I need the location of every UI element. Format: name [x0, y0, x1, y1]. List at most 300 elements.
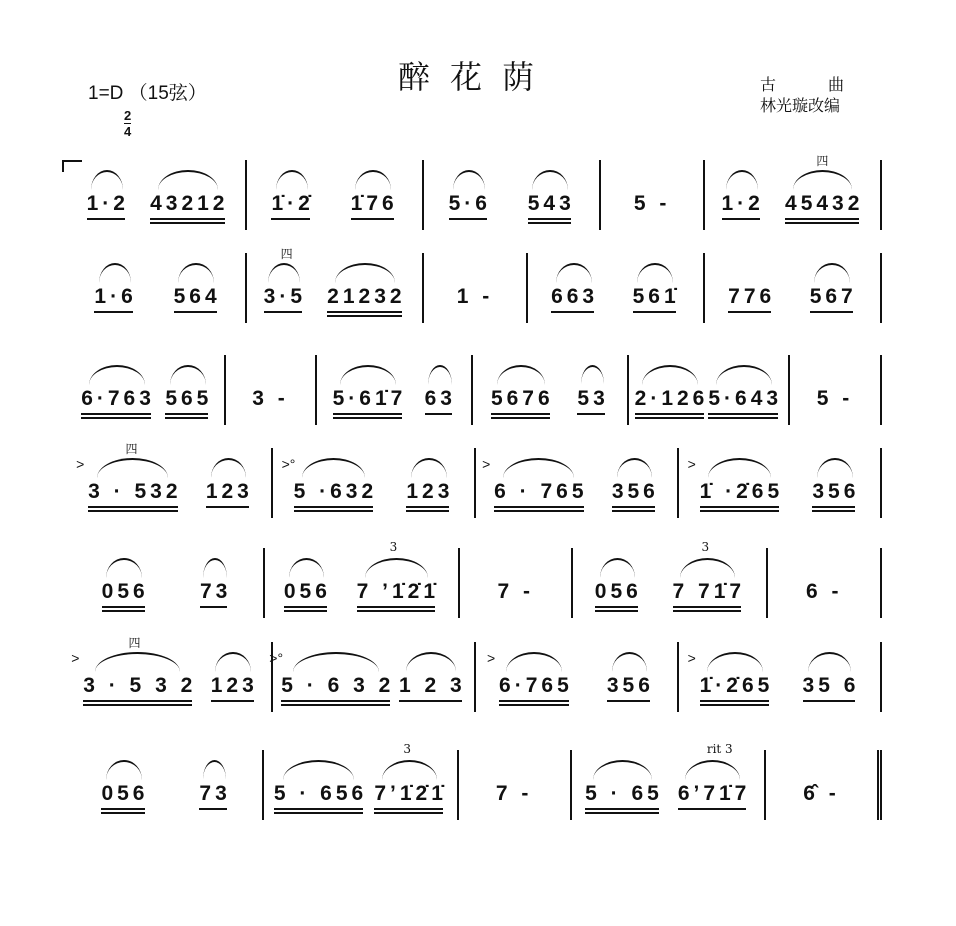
notes: 35 6	[802, 674, 860, 697]
notes: 123	[205, 480, 253, 503]
slur	[203, 760, 227, 780]
slur	[817, 458, 853, 478]
slur	[203, 558, 227, 578]
underline-double	[708, 417, 778, 419]
underline	[94, 311, 132, 313]
measure	[705, 154, 882, 230]
slur	[637, 263, 673, 283]
note-group	[327, 285, 405, 323]
note-group	[281, 456, 378, 518]
note-group	[728, 285, 775, 323]
slur	[612, 652, 648, 672]
underline-double	[281, 704, 390, 706]
slur	[497, 365, 545, 385]
underline	[264, 311, 302, 313]
accent-mark: >	[687, 456, 696, 472]
notes: 056	[594, 580, 642, 603]
note-group	[252, 387, 289, 425]
slur	[506, 652, 562, 672]
measure	[679, 642, 882, 712]
slur	[428, 365, 452, 385]
measure	[473, 355, 629, 425]
slur	[276, 170, 308, 190]
underline	[281, 700, 390, 702]
slur	[716, 365, 772, 385]
note-group	[333, 387, 407, 425]
slur	[283, 760, 354, 780]
underline	[83, 700, 192, 702]
slur	[411, 458, 447, 478]
underline	[102, 606, 145, 608]
notes: 7 -	[495, 782, 533, 805]
underline	[271, 218, 309, 220]
underline	[351, 218, 394, 220]
slur	[335, 263, 395, 283]
underline	[678, 808, 747, 810]
technique-mark: 四	[128, 636, 141, 650]
underline	[708, 413, 778, 415]
slur	[178, 263, 214, 283]
note-group	[551, 285, 598, 323]
underline	[174, 311, 217, 313]
underline-double	[595, 610, 638, 612]
underline-double	[612, 510, 655, 512]
score-line	[70, 247, 882, 323]
measure	[265, 540, 460, 618]
notes: 1̇·2̇65	[699, 674, 774, 697]
slur	[556, 263, 592, 283]
underline-double	[812, 510, 855, 512]
underline	[810, 311, 853, 313]
measure	[317, 355, 473, 425]
slur	[158, 170, 218, 190]
notes: 1̇ ·2̇65	[699, 480, 784, 503]
measure	[768, 548, 882, 618]
notes: 5 ·632	[293, 480, 378, 503]
notes: 123	[406, 480, 454, 503]
slur	[365, 558, 428, 578]
measure	[247, 247, 424, 323]
time-signature	[124, 108, 131, 139]
score-line	[70, 442, 882, 518]
underline-double	[165, 417, 208, 419]
note-group	[76, 442, 182, 518]
note-group	[812, 480, 859, 518]
underline	[374, 808, 443, 810]
underline	[785, 218, 859, 220]
notes: 53	[577, 387, 609, 410]
notes: 356	[812, 480, 860, 503]
notes: 5 · 65	[585, 782, 663, 805]
note-group	[672, 540, 746, 618]
notes: 7 ’1̇2̇1̇	[356, 580, 440, 603]
notes: 7’1̇2̇1̇	[374, 782, 447, 805]
notes: 5 -	[816, 387, 854, 410]
slur	[642, 365, 698, 385]
accent-mark: >	[76, 456, 85, 472]
notes: 564	[173, 285, 221, 308]
notes: 5676	[490, 387, 554, 410]
note-group	[810, 285, 857, 323]
note-group	[708, 387, 782, 425]
underline	[211, 700, 254, 702]
note-group	[81, 387, 155, 425]
technique-mark: 3	[403, 742, 411, 756]
underline-double	[585, 812, 659, 814]
score-title: 醉花荫	[398, 58, 555, 96]
underline	[491, 413, 550, 415]
underline	[528, 218, 571, 220]
key-signature: 1=D （15弦）	[88, 83, 207, 104]
underline	[399, 700, 462, 702]
underline	[150, 218, 224, 220]
note-group	[102, 580, 149, 618]
notes: 45432	[785, 192, 864, 215]
notes: 63	[424, 387, 456, 410]
note-group	[94, 285, 136, 323]
score-line	[70, 636, 882, 712]
notes: 6·763	[81, 387, 155, 410]
underline-double	[101, 812, 144, 814]
note-group	[482, 456, 588, 518]
notes: 1·2	[721, 192, 764, 215]
underline-double	[406, 510, 449, 512]
note-group	[211, 674, 258, 712]
note-group	[595, 580, 642, 618]
underline-double	[81, 417, 151, 419]
notes: 73	[199, 580, 232, 603]
underline-double	[494, 510, 583, 512]
slur	[453, 170, 485, 190]
notes: 5·61̇7	[332, 387, 407, 410]
measure	[70, 442, 273, 518]
measure	[264, 742, 458, 820]
underline	[499, 700, 569, 702]
notes: 5 · 6 3 2	[281, 674, 395, 697]
slur	[355, 170, 391, 190]
underline	[206, 506, 249, 508]
slur	[532, 170, 568, 190]
technique-mark: 3	[701, 540, 710, 554]
note-group	[817, 387, 854, 425]
measure	[70, 636, 273, 712]
underline	[87, 218, 125, 220]
underline	[88, 506, 177, 508]
underline-double	[88, 510, 177, 512]
note-group	[491, 387, 554, 425]
underline	[612, 506, 655, 508]
slur	[97, 458, 168, 478]
slur	[406, 652, 457, 672]
slur	[289, 558, 325, 578]
notes: 1·2	[86, 192, 129, 215]
note-group	[271, 192, 313, 230]
underline-double	[673, 610, 742, 612]
notes: 21232	[327, 285, 406, 308]
note-group	[269, 650, 395, 712]
note-group	[263, 247, 307, 323]
underline	[199, 808, 226, 810]
notes: 7 71̇7	[672, 580, 746, 603]
note-group	[528, 192, 575, 230]
slur	[91, 170, 123, 190]
underline	[803, 700, 856, 702]
measure	[705, 253, 882, 323]
underline	[722, 218, 760, 220]
note-group	[406, 480, 453, 518]
underline-double	[357, 610, 435, 612]
notes: 3 · 5 3 2	[83, 674, 197, 697]
underline	[728, 311, 771, 313]
slur	[593, 760, 652, 780]
measure	[70, 355, 226, 425]
underline-double	[294, 510, 374, 512]
note-group	[585, 782, 663, 820]
note-group	[200, 580, 231, 618]
underline-double	[274, 812, 363, 814]
note-group	[351, 192, 398, 230]
slur	[685, 760, 740, 780]
note-group	[165, 387, 212, 425]
slur	[99, 263, 131, 283]
note-group	[496, 782, 533, 820]
note-group	[687, 456, 784, 518]
underline-double	[150, 222, 224, 224]
note-group	[457, 285, 494, 323]
slur	[89, 365, 145, 385]
underline-double	[374, 812, 443, 814]
slur	[680, 558, 735, 578]
note-group	[284, 580, 331, 618]
notes: 663	[551, 285, 599, 308]
note-group	[785, 154, 864, 230]
measure	[766, 750, 882, 820]
note-group	[425, 387, 456, 425]
notes: 356	[611, 480, 659, 503]
notes: 3·5	[263, 285, 307, 308]
slur	[707, 652, 763, 672]
note-group	[803, 782, 840, 820]
underline	[812, 506, 855, 508]
underline	[101, 808, 144, 810]
slur	[106, 760, 142, 780]
notes: 1̇76	[350, 192, 398, 215]
slur	[708, 458, 772, 478]
slur	[268, 263, 300, 283]
slur	[814, 263, 850, 283]
measure	[476, 642, 679, 712]
underline	[294, 506, 374, 508]
underline-double	[499, 704, 569, 706]
note-group	[806, 580, 843, 618]
measure	[273, 448, 476, 518]
note-group	[634, 192, 671, 230]
note-group	[677, 742, 751, 820]
notes: 565	[165, 387, 213, 410]
measure	[460, 548, 574, 618]
underline-double	[785, 222, 859, 224]
measure	[679, 448, 882, 518]
underline	[81, 413, 151, 415]
notes: 1 2 3	[398, 674, 466, 697]
slur	[170, 365, 206, 385]
note-group	[635, 387, 709, 425]
underline	[357, 606, 435, 608]
technique-mark: 四	[280, 247, 293, 261]
underline	[449, 218, 487, 220]
score-line	[70, 540, 882, 618]
underline-double	[83, 704, 192, 706]
note-group	[687, 650, 774, 712]
measure	[226, 355, 318, 425]
underline	[700, 700, 770, 702]
slur	[215, 652, 251, 672]
measure	[70, 548, 265, 618]
technique-mark: 3	[389, 540, 398, 554]
notes: 543	[527, 192, 575, 215]
note-group	[356, 540, 440, 618]
notes: 776	[728, 285, 776, 308]
note-group	[374, 742, 447, 820]
accent-mark: >°	[269, 650, 284, 666]
technique-mark: rit 3	[706, 742, 733, 756]
slur	[106, 558, 142, 578]
slur	[95, 652, 181, 672]
underline	[333, 413, 403, 415]
underline-double	[528, 222, 571, 224]
measure	[459, 750, 572, 820]
underline	[585, 808, 659, 810]
notes: 7 -	[497, 580, 534, 603]
notes: 5 -	[633, 192, 671, 215]
underline-double	[491, 417, 550, 419]
notes: 1 -	[456, 285, 494, 308]
time-bottom: 4	[124, 124, 132, 139]
slur	[302, 458, 366, 478]
measure	[476, 448, 679, 518]
measure	[70, 750, 264, 820]
notes: 1̇·2̇	[271, 192, 314, 215]
technique-mark: 四	[125, 442, 138, 456]
underline	[700, 506, 780, 508]
underline	[673, 606, 742, 608]
measure	[424, 253, 528, 323]
note-group	[607, 674, 654, 712]
underline	[284, 606, 327, 608]
notes: 6 -	[805, 580, 843, 603]
measure	[528, 253, 705, 323]
slur	[293, 652, 379, 672]
underline-double	[284, 610, 327, 612]
notes: 43212	[150, 192, 229, 215]
underline-double	[635, 417, 705, 419]
accent-mark: >	[71, 650, 80, 666]
source-label: 古曲	[760, 75, 897, 94]
underline	[494, 506, 583, 508]
measure	[790, 355, 882, 425]
measure	[70, 253, 247, 323]
note-group	[71, 636, 197, 712]
note-group	[399, 674, 466, 712]
note-group	[577, 387, 608, 425]
accent-mark: >	[687, 650, 696, 666]
notes: 056	[283, 580, 331, 603]
slur	[600, 558, 636, 578]
technique-mark: 四	[816, 154, 829, 168]
notes: 6̂ -	[803, 782, 840, 805]
notes: 73	[199, 782, 231, 805]
notes: 3 -	[252, 387, 289, 410]
accent-mark: >°	[281, 456, 296, 472]
notes: 561̇	[632, 285, 680, 308]
measure	[572, 742, 766, 820]
time-top: 2	[124, 108, 132, 123]
measure	[573, 540, 768, 618]
underline	[595, 606, 638, 608]
underline	[200, 606, 227, 608]
slur	[726, 170, 758, 190]
underline	[165, 413, 208, 415]
score-line	[70, 154, 882, 230]
measure	[70, 160, 247, 230]
note-group	[206, 480, 253, 518]
slur	[503, 458, 574, 478]
notes: 056	[101, 782, 149, 805]
underline	[607, 700, 650, 702]
underline	[425, 413, 452, 415]
underline-double	[700, 510, 780, 512]
slur	[340, 365, 396, 385]
slur	[617, 458, 653, 478]
measure	[269, 642, 476, 712]
score-line	[70, 355, 882, 425]
notes: 056	[101, 580, 149, 603]
underline	[274, 808, 363, 810]
measure	[629, 355, 790, 425]
underline	[635, 413, 705, 415]
slur	[382, 760, 437, 780]
notes: 6’71̇7	[677, 782, 751, 805]
note-group	[449, 192, 491, 230]
accent-mark: >	[487, 650, 496, 666]
underline-double	[102, 610, 145, 612]
notes: 123	[210, 674, 258, 697]
note-group	[199, 782, 230, 820]
notes: 5·6	[448, 192, 491, 215]
underline-double	[327, 315, 401, 317]
arranger-label: 林光璇改编	[760, 96, 841, 115]
notes: 1·6	[94, 285, 137, 308]
note-group	[174, 285, 221, 323]
notes: 6·765	[499, 674, 573, 697]
note-group	[274, 782, 367, 820]
notes: 6 · 765	[494, 480, 588, 503]
note-group	[487, 650, 573, 712]
note-group	[803, 674, 860, 712]
underline	[327, 311, 401, 313]
notes: 567	[809, 285, 857, 308]
underline	[551, 311, 594, 313]
slur	[581, 365, 605, 385]
note-group	[722, 192, 764, 230]
underline-double	[700, 704, 770, 706]
note-group	[87, 192, 129, 230]
slur	[808, 652, 851, 672]
notes: 356	[606, 674, 654, 697]
note-group	[101, 782, 148, 820]
note-group	[497, 580, 534, 618]
note-group	[150, 192, 228, 230]
